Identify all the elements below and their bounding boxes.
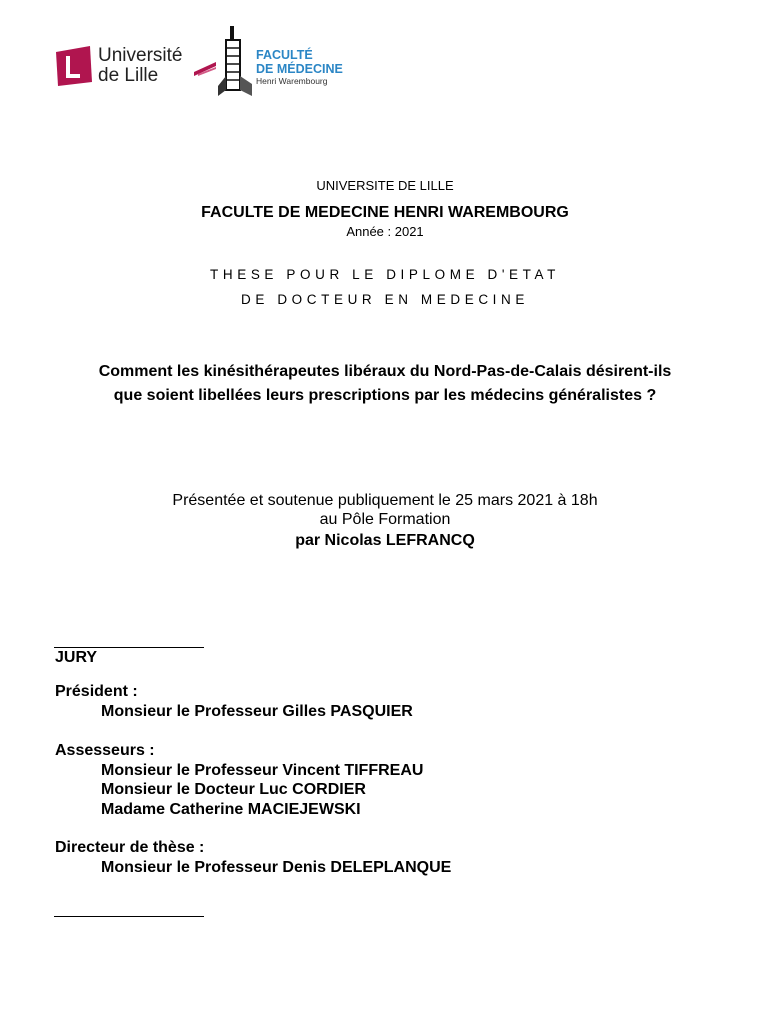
defense-location: au Pôle Formation [319,511,451,528]
faculty-logo-line1: FACULTÉ [256,48,313,62]
divider-bottom [54,916,204,917]
faculty-logo-line3: Henri Warembourg [256,76,328,86]
jury-heading: JURY [55,649,98,666]
university-logo-line2: de Lille [98,65,159,86]
divider-top [54,647,204,648]
jury-assessors-section [55,741,423,819]
academic-year: Année : 2021 [346,224,424,239]
defense-date: Présentée et soutenue publiquement le 25 mars 2021 à 18h [172,492,598,509]
thesis-title-line1: Comment les kinésithérapeutes libéraux du Nord-Pas-de-Calais désirent-ils [98,363,672,380]
jury-member: Monsieur le Professeur Denis DELEPLANQUE [101,858,452,876]
jury-member: Monsieur le Professeur Vincent TIFFREAU [101,761,424,779]
thesis-type-line1: THESE POUR LE DIPLOME D'ETAT [210,267,560,282]
faculty-tower-logo-icon [218,26,252,96]
thesis-title [0,360,770,408]
thesis-type-line2: DE DOCTEUR EN MEDECINE [241,292,529,307]
jury-member: Monsieur le Docteur Luc CORDIER [101,781,366,798]
jury-member: Madame Catherine MACIEJEWSKI [101,800,361,818]
faculty-wordmark [256,48,343,86]
assessors-label: Assesseurs : [55,742,155,759]
thesis-title-line2: que soient libellées leurs prescriptions par les médecins généralistes ? [113,387,657,404]
universite-de-lille-wordmark [98,46,182,86]
jury-president-section [55,682,413,721]
university-logo-line1: Université [98,45,183,66]
president-label: Président : [55,683,138,700]
faculty-name: FACULTE DE MEDECINE HENRI WAREMBOURG [201,204,569,221]
author-name: par Nicolas LEFRANCQ [295,532,475,549]
logo-bar [52,24,372,100]
university-name: UNIVERSITE DE LILLE [316,178,454,193]
jury-member: Monsieur le Professeur Gilles PASQUIER [101,702,413,720]
faculty-logo-line2: DE MÉDECINE [256,62,343,76]
director-label: Directeur de thèse : [55,839,205,856]
jury-director-section [55,838,451,877]
universite-de-lille-logo-icon [52,44,96,88]
stripe-mark-icon [194,62,216,76]
